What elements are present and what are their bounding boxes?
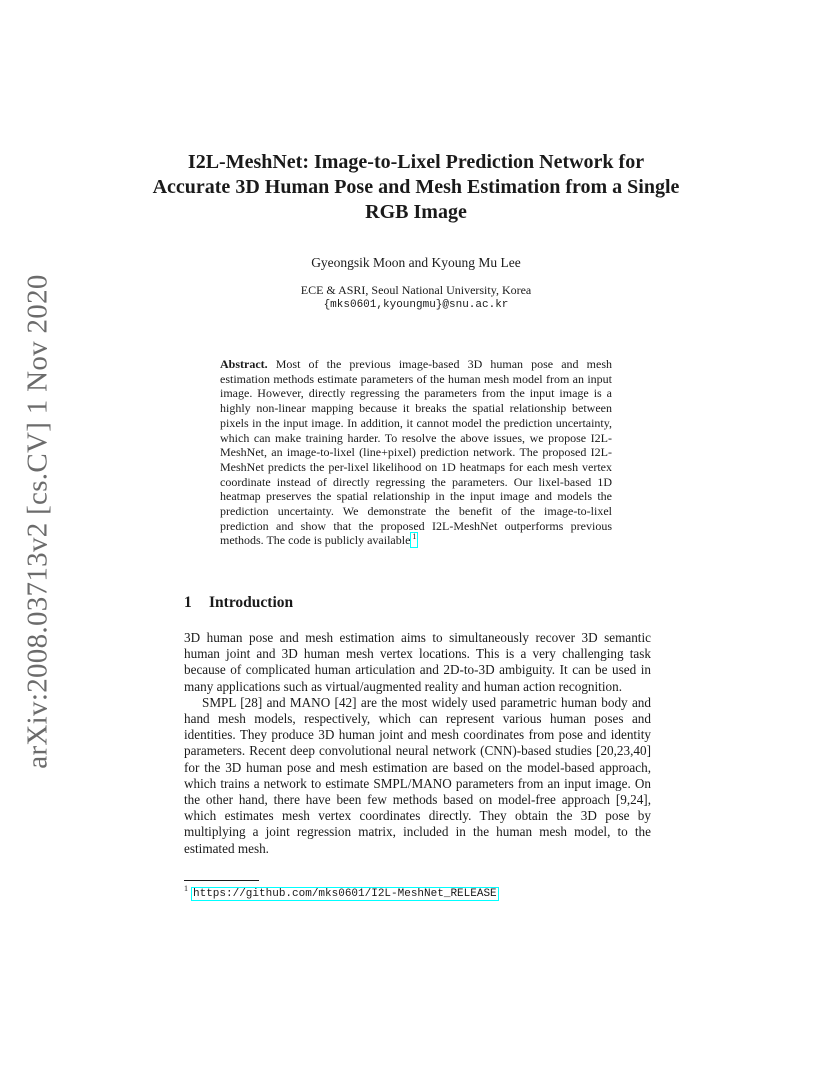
paper-authors: Gyeongsik Moon and Kyoung Mu Lee (311, 255, 521, 270)
intro-paragraph-1: 3D human pose and mesh estimation aims to simultaneously recover 3D semantic human joint and 3D human mesh vertex locations. This is a very challenging task because of complicated human articulation and 2D-to-3D ambiguity. It can be used in many applications such as virtual/augmented reality and human action recognition. (184, 630, 651, 694)
section-title: Introduction (209, 594, 294, 611)
abstract-text: Most of the previous image-based 3D human pose and mesh estimation methods estimate parameters of the human mesh model from an input image. However, directly regressing the parameters from the input image is a highly non-linear mapping because it breaks the spatial relationship between pixels in the input image. In addition, it cannot model the prediction uncertainty, which can make training harder. To resolve the above issues, we propose I2L-MeshNet, an image-to-lixel (line+pixel) prediction network. The proposed I2L-MeshNet predicts the per-lixel likelihood on 1D heatmaps for each mesh vertex coordinate instead of directly regressing the parameters. Our lixel-based 1D heatmap preserves the spatial relationship in the input image and models the prediction uncertainty. We demonstrate the benefit of the image-to-lixel prediction and show that the proposed I2L-MeshNet outperforms previous methods. The code is publicly available (220, 357, 612, 548)
abstract (220, 357, 612, 548)
footnote-ref[interactable]: 1 (412, 532, 417, 542)
arxiv-identifier[interactable]: arXiv:2008.03713v2 [cs.CV] 1 Nov 2020 (21, 273, 54, 769)
intro-paragraph-2: SMPL [28] and MANO [42] are the most widely used parametric human body and hand mesh models, respectively, which can represent various human poses and identities. They produce 3D human joint and mesh coordinates from pose and identity parameters. Recent deep convolutional neural network (CNN)-based studies [20,23,40] for the 3D human pose and mesh estimation are based on the model-based approach, which trains a network to estimate SMPL/MANO parameters from an input image. On the other hand, there have been few methods based on model-free approach [9,24], which estimates mesh vertex coordinates directly. They obtain the 3D pose by multiplying a joint regression matrix, included in the human mesh model, to the estimated mesh. (184, 694, 651, 856)
affiliation: ECE & ASRI, Seoul National University, Korea (300, 283, 532, 297)
section-heading (184, 594, 654, 612)
footnote (184, 884, 654, 900)
abstract-label: Abstract. (220, 357, 268, 371)
section-body (184, 630, 651, 857)
arxiv-sidebar (18, 273, 58, 769)
affiliation-block (150, 283, 682, 313)
abstract-footnote-link[interactable] (410, 532, 418, 548)
section-number: 1 (184, 594, 192, 611)
author-email[interactable]: {mks0601,kyoungmu}@snu.ac.kr (323, 299, 509, 311)
footnote-mark: 1 (184, 884, 188, 893)
paper-title: I2L-MeshNet: Image-to-Lixel Prediction Network for Accurate 3D Human Pose and Mesh Estimation from a Single RGB Image (152, 151, 680, 223)
footnote-rule (184, 880, 259, 881)
code-url-link[interactable]: https://github.com/mks0601/I2L-MeshNet_RELEASE (193, 887, 497, 900)
